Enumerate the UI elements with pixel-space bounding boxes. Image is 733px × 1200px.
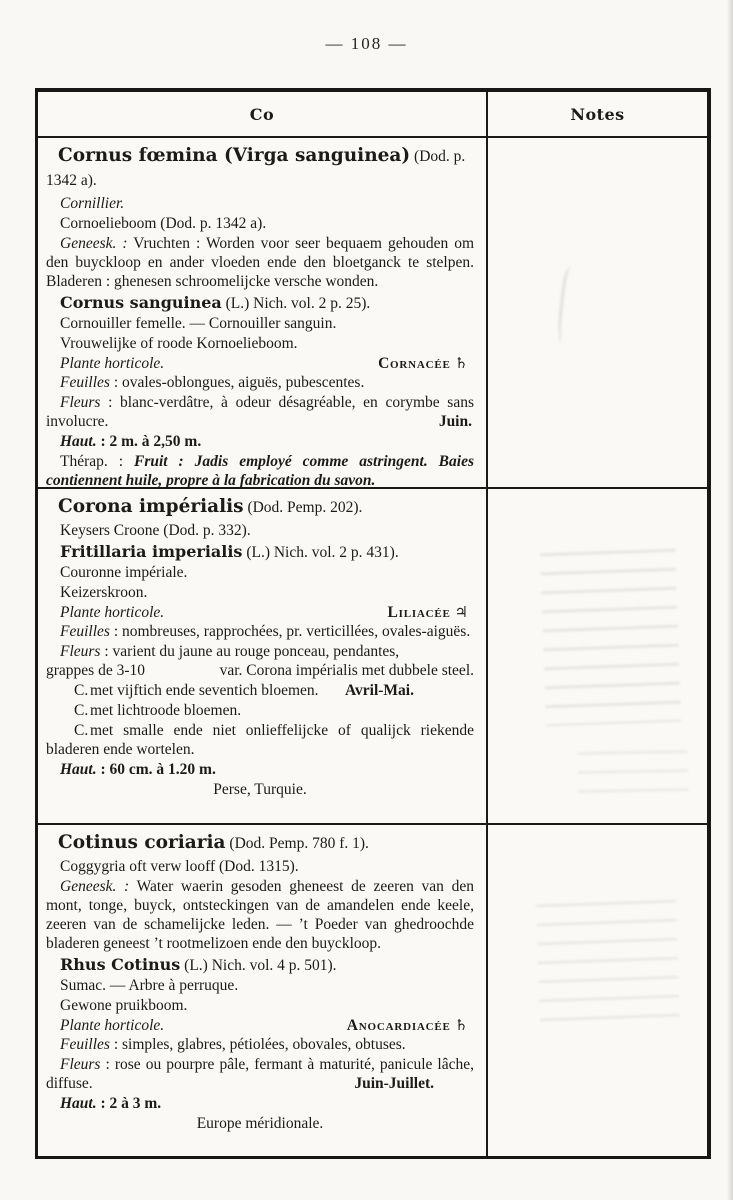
common-names-nl: Gewone pruikboom.: [60, 997, 188, 1014]
fleurs-variety-line: [46, 661, 474, 680]
haut-text: : 60 cm. à 1.20 m.: [96, 761, 216, 778]
subspecies-reference: (L.) Nich. vol. 2 p. 431).: [242, 544, 399, 561]
entry-cornus-foemina: [38, 138, 488, 487]
family-line: [46, 354, 474, 373]
haut-label: Haut.: [60, 1095, 97, 1112]
family-name: [347, 1016, 468, 1035]
season-tag: Avril-Mai.: [344, 682, 414, 699]
variety-line: [46, 721, 474, 759]
plante-horticole-label: Plante horticole.: [60, 604, 165, 621]
variety-initial: C.: [74, 682, 89, 699]
family-text: Liliacée: [387, 604, 451, 621]
feuilles-label: Feuilles: [60, 1036, 110, 1053]
feuilles-text: : nombreuses, rapprochées, pr. verticillées, ovales-aiguës.: [109, 623, 471, 640]
notes-cell: [488, 138, 707, 487]
synonym-line-nl: Cornoelieboom (Dod. p. 1342 a).: [60, 215, 267, 232]
table-row: [38, 489, 707, 825]
synonym-line-fr: Cornillier.: [60, 195, 125, 212]
subspecies-name: Fritillaria imperialis: [60, 542, 243, 561]
bleedthrough-artifact: [555, 266, 576, 345]
subspecies-name: Rhus Cotinus: [60, 955, 181, 974]
page-number: — 108 —: [325, 34, 408, 53]
bleedthrough-artifact: [540, 542, 681, 727]
variety-text: met lichtroode bloemen.: [90, 702, 242, 719]
therap-paragraph: [46, 452, 474, 487]
column-header-co: Co: [38, 92, 488, 136]
table-header-row: [38, 92, 707, 138]
fleurs-text-cont: grappes de 3-10: [46, 662, 145, 679]
entry-corona-imperialis: [38, 489, 488, 823]
region-line: Europe méridionale.: [196, 1115, 324, 1132]
geneesk-paragraph: [46, 234, 474, 291]
species-heading: [46, 831, 474, 855]
feuilles-line: [46, 1035, 474, 1054]
fleurs-line: [46, 1055, 474, 1093]
perennial-symbol: ♃: [454, 603, 468, 621]
fleurs-text: : blanc-verdâtre, à odeur désagréable, en corymbe sans involucre.: [46, 394, 474, 430]
variety-note: var. Corona impérialis met dubbele steel.: [219, 662, 474, 679]
table-row: [38, 825, 707, 1156]
feuilles-label: Feuilles: [60, 374, 110, 391]
bleedthrough-artifact: [536, 893, 681, 1038]
species-name: Cornus fœmina (Virga sanguinea): [58, 145, 411, 166]
synonym-line: Keysers Croone (Dod. p. 332).: [60, 522, 251, 539]
column-header-notes: Notes: [570, 104, 625, 124]
region-line: Perse, Turquie.: [213, 781, 307, 798]
common-names-nl: Keizerskroon.: [60, 584, 148, 601]
variety-line: [46, 681, 474, 700]
feuilles-text: : simples, glabres, pétiolées, obovales, obtuses.: [109, 1036, 406, 1053]
fleurs-text: : varient du jaune au rouge ponceau, pendantes,: [100, 643, 400, 660]
variety-text: met smalle ende niet onlieffelijcke of qualijck riekende bladeren ende wortelen.: [46, 722, 474, 758]
species-heading: [46, 495, 474, 519]
table-row: [38, 138, 707, 489]
haut-label: Haut.: [60, 433, 97, 450]
haut-line: [46, 432, 474, 451]
fleurs-line: [46, 393, 474, 431]
common-names-fr: Couronne impériale.: [60, 564, 188, 581]
entry-cotinus-coriaria: [38, 825, 488, 1156]
species-reference: (Dod. p. 1342 a).: [46, 148, 466, 189]
species-name: Cotinus coriaria: [58, 832, 226, 853]
fleurs-line: [46, 642, 474, 661]
species-heading: [46, 144, 474, 192]
geneesk-paragraph: [46, 877, 474, 953]
notes-cell: [488, 825, 707, 1156]
family-text: Cornacée: [378, 355, 451, 372]
feuilles-line: [46, 373, 474, 392]
haut-text: : 2 m. à 2,50 m.: [96, 433, 202, 450]
shrub-symbol: ♄: [454, 354, 468, 372]
family-name: [378, 354, 468, 373]
family-line: [46, 1016, 474, 1035]
haut-line: [46, 1094, 474, 1113]
fleurs-label: Fleurs: [60, 1056, 101, 1073]
variety-line: [46, 701, 474, 720]
plante-horticole-label: Plante horticole.: [60, 355, 165, 372]
plant-catalogue-table: [35, 88, 711, 1159]
variety-text: met vijftich ende seventich bloemen.: [90, 682, 319, 699]
common-names-fr: Cornouiller femelle. — Cornouiller sanguin.: [60, 315, 337, 332]
season-tag: Juin.: [438, 413, 472, 430]
feuilles-label: Feuilles: [60, 623, 110, 640]
synonym-line: Coggygria oft verw looff (Dod. 1315).: [60, 858, 299, 875]
subspecies-heading: [46, 955, 474, 975]
haut-line: [46, 760, 474, 779]
fleurs-label: Fleurs: [60, 394, 101, 411]
geneesk-text: Vruchten : Worden voor seer bequaem gehouden om den buyckloop en ander vloeden ende den bloetganck te stelpen. Bladeren : ghenesen schroomelijcke versche wonden.: [46, 235, 475, 290]
family-name: [387, 603, 468, 622]
fleurs-text: : rose ou pourpre pâle, fermant à maturité, panicule lâche, diffuse.: [46, 1056, 474, 1092]
geneesk-label: Geneesk. :: [60, 235, 128, 252]
species-reference: (Dod. Pemp. 202).: [243, 499, 363, 516]
haut-label: Haut.: [60, 761, 97, 778]
feuilles-text: : ovales-oblongues, aiguës, pubescentes.: [109, 374, 365, 391]
common-names-fr: Sumac. — Arbre à perruque.: [60, 977, 239, 994]
species-name: Corona impérialis: [58, 496, 244, 517]
feuilles-line: [46, 622, 474, 641]
season-tag: Juin-Juillet.: [354, 1075, 434, 1092]
therap-text: Fruit : Jadis employé comme astringent. Baies contiennent huile, propre à la fabrication du savon.: [46, 453, 474, 487]
subspecies-heading: [46, 293, 474, 313]
subspecies-reference: (L.) Nich. vol. 2 p. 25).: [221, 295, 371, 312]
variety-initial: C.: [74, 722, 89, 739]
subspecies-name: Cornus sanguinea: [60, 293, 222, 312]
fleurs-label: Fleurs: [60, 643, 101, 660]
haut-text: : 2 à 3 m.: [96, 1095, 162, 1112]
therap-label: Thérap. :: [60, 453, 134, 470]
notes-cell: [488, 489, 707, 823]
family-text: Anocardiacée: [346, 1017, 451, 1034]
family-line: [46, 603, 474, 622]
variety-initial: C.: [74, 702, 89, 719]
shrub-symbol: ♄: [454, 1016, 468, 1034]
species-reference: (Dod. Pemp. 780 f. 1).: [225, 835, 369, 852]
plante-horticole-label: Plante horticole.: [60, 1017, 165, 1034]
geneesk-text: Water waerin gesoden gheneest de zeeren van den mont, tonge, buyck, ontsteckingen van de amandelen ende keele, zeeren van de schamelijcke leden. — ’t Poeder van ghedroochde bladeren geneest ’t rootmelizoen ende den buyckloop.: [46, 878, 474, 952]
geneesk-label: Geneesk. :: [60, 878, 130, 895]
subspecies-reference: (L.) Nich. vol. 4 p. 501).: [180, 957, 337, 974]
subspecies-heading: [46, 542, 474, 562]
bleedthrough-artifact: [577, 743, 688, 805]
common-names-nl: Vrouwelijke of roode Kornoelieboom.: [60, 335, 298, 352]
